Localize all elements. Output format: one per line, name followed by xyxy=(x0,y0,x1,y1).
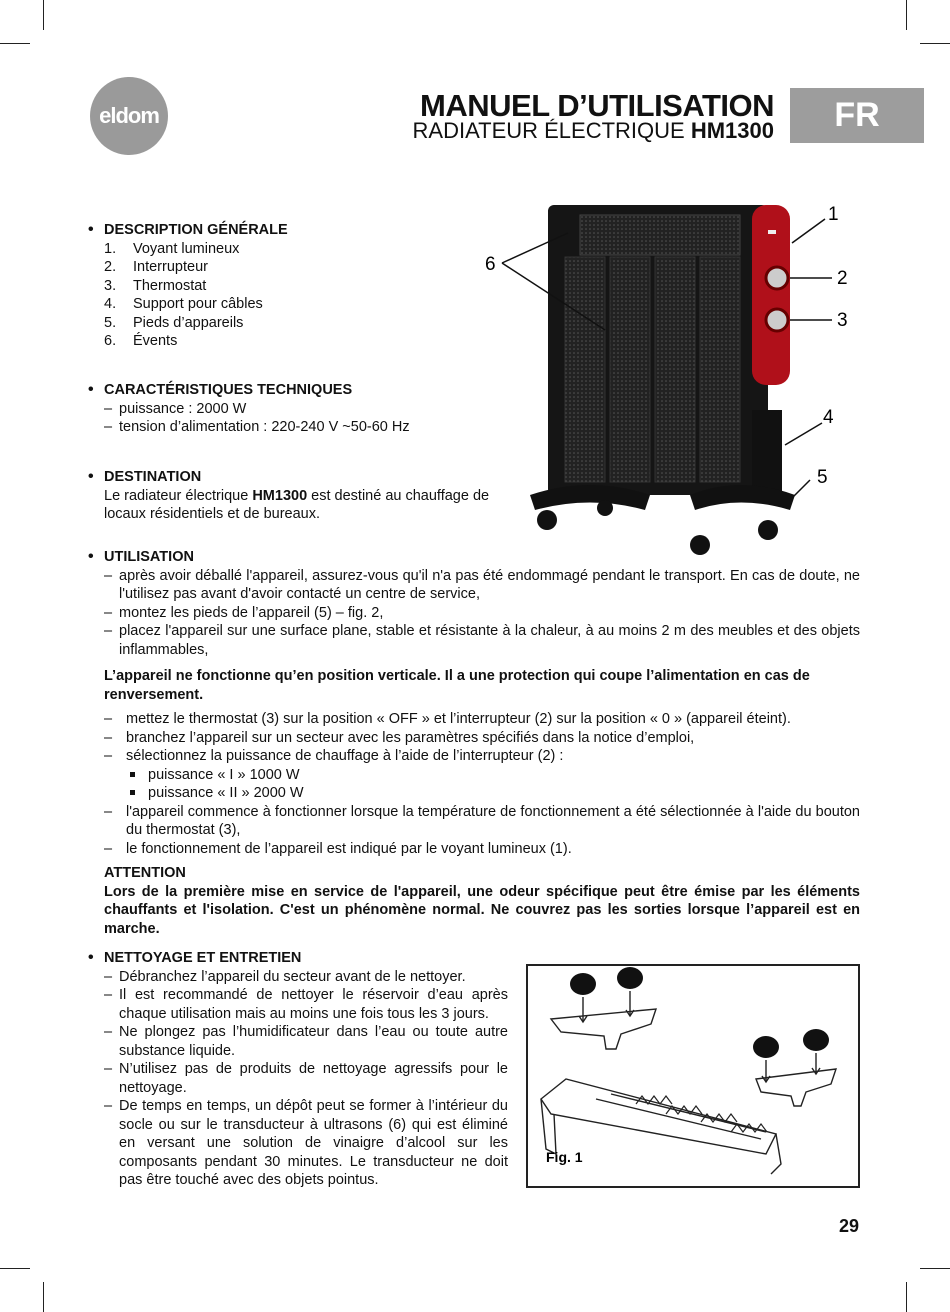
list-item: – montez les pieds de l’appareil (5) – fig. 2, xyxy=(88,604,860,623)
document-title: MANUEL D’UTILISATION xyxy=(420,88,774,123)
crop-mark xyxy=(0,43,30,44)
list-item: – De temps en temps, un dépôt peut se former à l’intérieur du socle ou sur le transducteur à ultrasons (6) qui est éliminé en versant une solution de vinaigre d’alcool sur les composants pendant 30 minutes. Le transducteur ne doit pas être touché avec des objets pointus. xyxy=(88,1097,508,1190)
list-item: – Débranchez l’appareil du secteur avant de le nettoyer. xyxy=(88,968,508,987)
list-item: 2. Interrupteur xyxy=(104,259,208,275)
list-item: – branchez l’appareil sur un secteur avec les paramètres spécifiés dans la notice d’emploi, xyxy=(88,729,860,748)
callout-6: 6 xyxy=(485,254,496,275)
power-list xyxy=(88,766,860,803)
crop-mark xyxy=(920,43,950,44)
specs-list xyxy=(88,400,508,437)
utilisation-list xyxy=(88,567,860,660)
section-heading: • NETTOYAGE ET ENTRETIEN xyxy=(88,949,508,968)
callout-2: 2 xyxy=(837,268,848,289)
radiator-illustration xyxy=(480,195,860,560)
callout-4: 4 xyxy=(823,407,834,428)
section-cleaning xyxy=(88,949,508,1190)
figure-label: Fig. 1 xyxy=(546,1149,583,1165)
thermostat-knob xyxy=(766,309,788,331)
callout-3: 3 xyxy=(837,310,848,331)
crop-mark xyxy=(920,1268,950,1269)
wheel-cap xyxy=(753,1036,779,1058)
callout-1: 1 xyxy=(828,204,839,225)
list-item: 4. Support pour câbles xyxy=(104,296,263,312)
list-item: – puissance : 2000 W xyxy=(88,400,508,419)
list-item: – tension d’alimentation : 220-240 V ~50-60 Hz xyxy=(88,418,508,437)
list-item: – Ne plongez pas l’humidificateur dans l’eau ou toute autre substance liquide. xyxy=(88,1023,508,1060)
list-item: 3. Thermostat xyxy=(104,277,207,294)
callout-5: 5 xyxy=(817,467,828,488)
warning-text: L’appareil ne fonctionne qu’en position verticale. Il a une protection qui coupe l’alimentation en cas de renversement. xyxy=(104,668,810,703)
radiator-grille xyxy=(580,215,740,255)
page-number: 29 xyxy=(838,1216,859,1236)
section-destination xyxy=(88,468,503,524)
list-item: – placez l'appareil sur une surface plane, stable et résistante à la chaleur, à au moins 2 m des meubles et des objets inflammables, xyxy=(88,622,860,659)
wheel-cap xyxy=(570,973,596,995)
document-subtitle: RADIATEUR ÉLECTRIQUE HM1300 xyxy=(412,118,774,143)
list-item: 6. Évents xyxy=(104,333,178,349)
crop-mark xyxy=(43,0,44,30)
section-utilisation xyxy=(88,548,860,938)
crop-mark xyxy=(43,1282,44,1312)
crop-mark xyxy=(906,1282,907,1312)
section-heading: • UTILISATION xyxy=(88,548,860,567)
feet-assembly-figure xyxy=(526,964,860,1188)
list-item: 1. Voyant lumineux xyxy=(104,240,240,257)
attention-text: Lors de la première mise en service de l'appareil, une odeur spécifique peut être émise par les éléments chauffants et l'isolation. C'est un phénomène normal. Ne couvrez pas les sorties lorsque l’appareil est en marche. xyxy=(104,883,860,937)
list-item: 5. Pieds d’appareils xyxy=(104,314,244,331)
section-description xyxy=(88,221,488,351)
operation-list-2 xyxy=(88,803,860,859)
wheel-cap xyxy=(803,1029,829,1051)
brand-logo: eldom xyxy=(90,77,168,155)
section-heading: • DESTINATION xyxy=(88,468,503,487)
destination-text: Le radiateur électrique HM1300 est destiné au chauffage de locaux résidentiels et de bureaux. xyxy=(104,487,490,522)
attention-title: ATTENTION xyxy=(104,865,186,881)
list-item: – N’utilisez pas de produits de nettoyage agressifs pour le nettoyage. xyxy=(88,1060,508,1097)
section-heading: • DESCRIPTION GÉNÉRALE xyxy=(88,221,488,240)
wheel-cap xyxy=(617,967,643,989)
switch-knob xyxy=(766,267,788,289)
list-item: puissance « II » 2000 W xyxy=(88,784,860,803)
list-item: – mettez le thermostat (3) sur la position « OFF » et l’interrupteur (2) sur la position « 0 » (appareil éteint). xyxy=(88,710,860,729)
list-item: – sélectionnez la puissance de chauffage à l’aide de l’interrupteur (2) : xyxy=(88,747,860,766)
list-item: puissance « I » 1000 W xyxy=(88,766,860,785)
operation-list xyxy=(88,710,860,766)
list-item: – Il est recommandé de nettoyer le réservoir d’eau après chaque utilisation mais au moins une fois tous les 3 jours. xyxy=(88,986,508,1023)
list-item: – le fonctionnement de l’appareil est indiqué par le voyant lumineux (1). xyxy=(88,840,860,859)
section-specs xyxy=(88,381,508,437)
list-item: – l'appareil commence à fonctionner lorsque la température de fonctionnement a été sélectionnée à l'aide du bouton du thermostat (3), xyxy=(88,803,860,840)
crop-mark xyxy=(906,0,907,30)
cleaning-list xyxy=(88,968,508,1190)
list-item: – après avoir déballé l'appareil, assurez-vous qu'il n'a pas été endommagé pendant le transport. En cas de doute, ne l'utilisez pas avant d'avoir contacté un centre de service, xyxy=(88,567,860,604)
language-badge: FR xyxy=(790,88,924,143)
parts-list xyxy=(88,240,488,351)
section-heading: • CARACTÉRISTIQUES TECHNIQUES xyxy=(88,381,508,400)
crop-mark xyxy=(0,1268,30,1269)
cable-holder xyxy=(752,410,782,495)
